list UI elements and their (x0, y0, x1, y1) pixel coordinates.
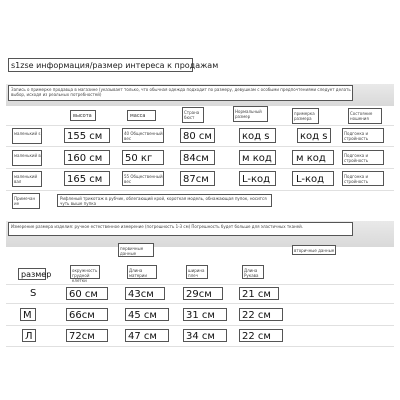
size-value: S (30, 288, 37, 299)
divider (6, 325, 394, 326)
cell-bust: 80 см (180, 128, 215, 143)
cell-height: 155 см (64, 128, 110, 143)
header-fitting-size: примерка размера (292, 108, 319, 124)
cell-chest: 60 см (66, 287, 108, 300)
page-title: s1zse информация/размер интереса к продажам (11, 61, 219, 70)
cell-fitting: код s (297, 128, 331, 143)
header-sleeve: Длина Рукава (242, 265, 264, 279)
cell-shoulder: 29см (183, 287, 223, 300)
cell-state: Подгонка и стройность (342, 171, 384, 186)
cell-shoulder: 34 см (183, 329, 227, 342)
cell-chest: 72см (66, 329, 108, 342)
remark-text: Рифленый трикотаж в рубчик, облегающий крой, короткая модель, обнажающая пупок, носится чуть выше пупка (57, 194, 272, 207)
cell-fitting: L-код (292, 171, 334, 186)
cell-weight: 50 кг (122, 150, 164, 165)
secondary-data-label: вторичные данные (292, 245, 336, 255)
divider (6, 346, 394, 347)
cell-fitting: м код (292, 150, 334, 165)
divider (6, 284, 394, 285)
divider (6, 303, 394, 304)
header-bust: Страна бюст (182, 107, 204, 123)
product-note: Запись о примерке продавца в магазине (указывает только, что обычная одежда подходит по размеру, девушкам с особыми предпочтениями следует делать выбор, исходя из реальных потребностей) (8, 85, 353, 101)
cell-chest: 66см (66, 308, 108, 321)
page-title-box (8, 58, 219, 72)
row-label: маленький в (12, 150, 42, 166)
cell-length: 45 см (125, 308, 169, 321)
divider (6, 125, 394, 126)
header-wear-state: Состояние ношения (348, 108, 382, 124)
divider (6, 146, 394, 147)
cell-normal: м код (239, 150, 276, 165)
cell-shoulder: 31 см (183, 308, 227, 321)
row-label: маленький s (12, 128, 42, 144)
size-value: Л (22, 329, 36, 342)
divider (6, 190, 394, 191)
divider (6, 168, 394, 169)
header-height: высота (70, 110, 96, 121)
primary-data-label: первичные данные (118, 243, 154, 257)
header-chest: окружность грудной клетки (70, 265, 100, 279)
measure-note: Измерение размера изделия: ручное естественное измерение (погрешность 1-3 см) Погрешность будет больше для эластичных тканей. (8, 222, 353, 236)
cell-length: 43см (125, 287, 165, 300)
header-normal-size: Нормальный размер (233, 106, 268, 122)
cell-bust: 87см (180, 171, 215, 186)
remark-label: Примечан ие (12, 193, 40, 209)
cell-sleeve: 21 см (239, 287, 279, 300)
cell-state: Подгонка и стройность (342, 150, 384, 165)
row-label: маленький вал (12, 171, 42, 187)
cell-length: 47 см (125, 329, 169, 342)
cell-weight: 55 Общественный вес (122, 171, 164, 186)
cell-state: Подгонка и стройность (342, 128, 384, 143)
cell-weight: 40 Общественный вес (122, 128, 164, 143)
size-header: размер (18, 268, 46, 280)
cell-bust: 84см (180, 150, 215, 165)
cell-sleeve: 22 см (239, 329, 283, 342)
header-length: Длина материи (127, 265, 157, 279)
cell-height: 160 см (64, 150, 110, 165)
cell-normal: код s (239, 128, 276, 143)
header-weight: масса (127, 110, 156, 121)
size-value: М (20, 308, 36, 321)
header-shoulder: ширина плеч (186, 265, 208, 279)
cell-normal: L-код (239, 171, 276, 186)
cell-height: 165 см (64, 171, 110, 186)
cell-sleeve: 22 см (239, 308, 283, 321)
